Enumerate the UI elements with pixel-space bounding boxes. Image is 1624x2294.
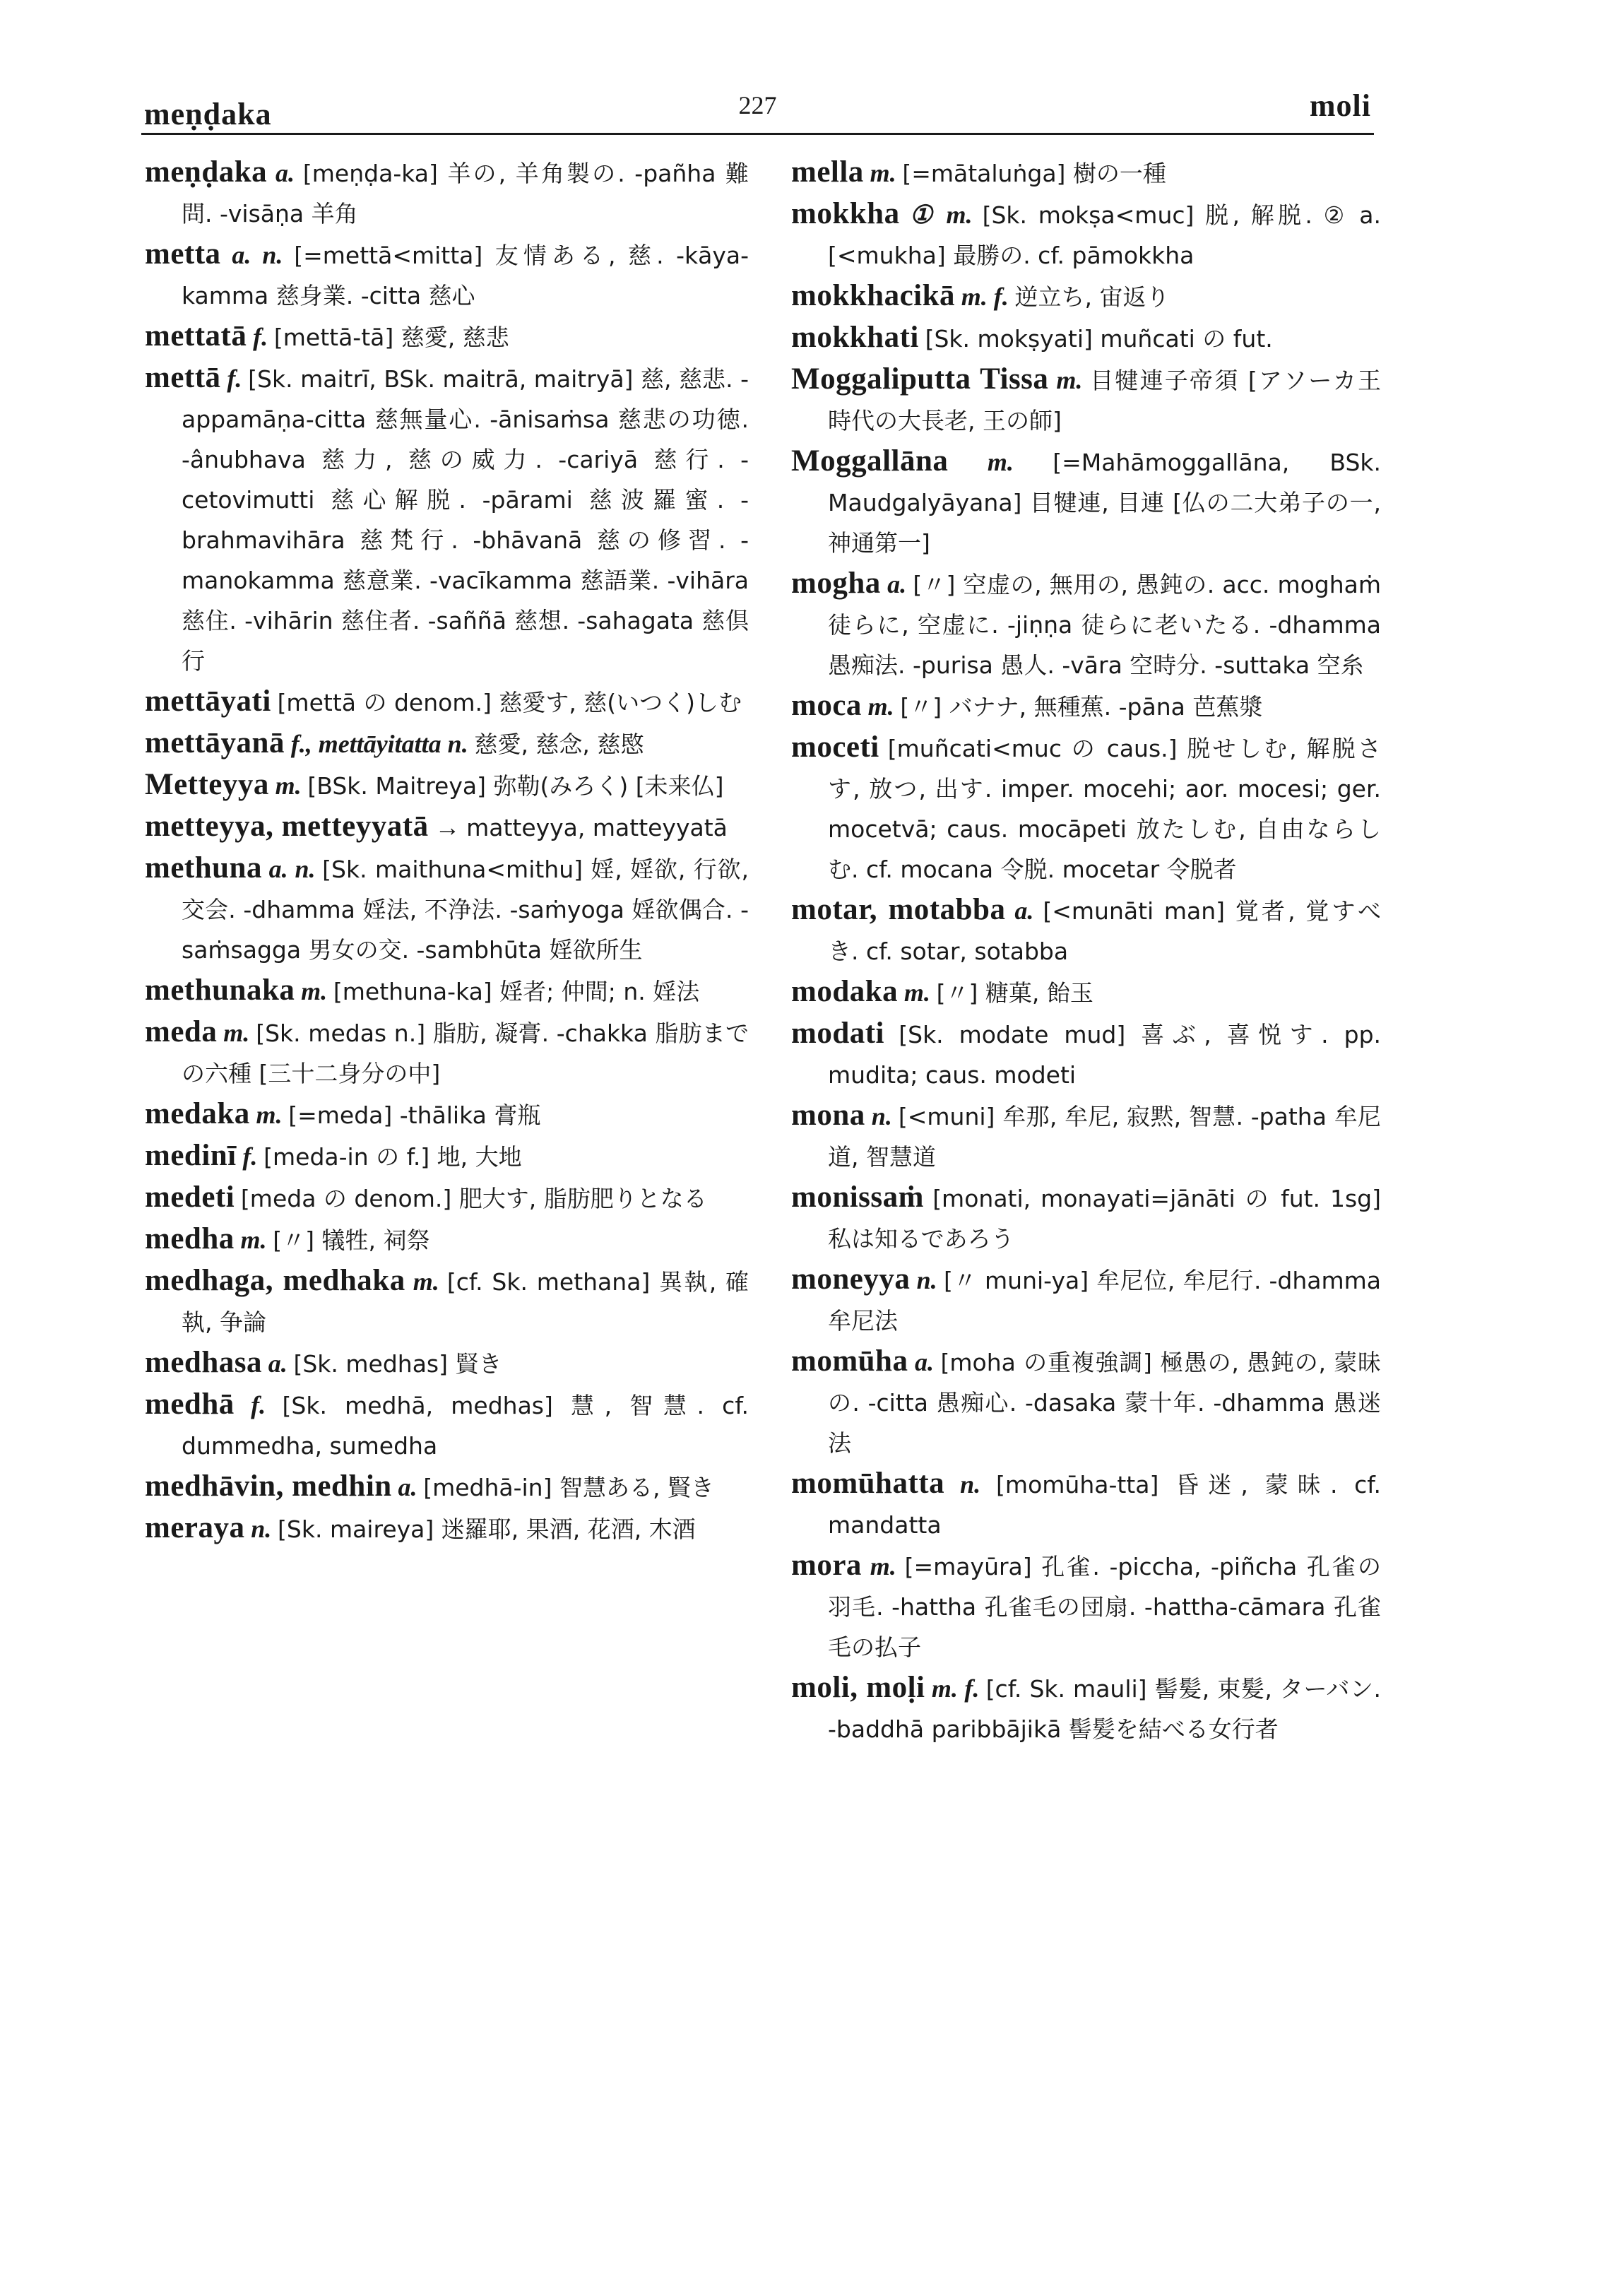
- headword: moceti: [791, 731, 879, 764]
- left-column: [145, 152, 749, 1549]
- dictionary-entry: [145, 681, 749, 723]
- dictionary-entry: [791, 1095, 1381, 1177]
- grammar-label: n.: [960, 1470, 981, 1498]
- dictionary-entry: [791, 1013, 1381, 1095]
- dictionary-entry: [145, 1384, 749, 1466]
- definition: [=mayūra] 孔雀. -piccha, -piñcha 孔雀の羽毛. -hattha 孔雀毛の団扇. -hattha-cāmara 孔雀毛の払子: [828, 1553, 1382, 1661]
- dictionary-entry: [791, 359, 1381, 441]
- grammar-label: a. n.: [232, 241, 283, 269]
- dictionary-entry: [791, 685, 1381, 727]
- dictionary-entry: [791, 889, 1381, 971]
- grammar-label: m.: [301, 977, 328, 1005]
- definition: [meda-in の f.] 地, 大地: [263, 1143, 522, 1171]
- headword: mona: [791, 1099, 865, 1132]
- headword: monissaṁ: [791, 1181, 924, 1214]
- grammar-label: m.: [223, 1019, 250, 1047]
- headword: Metteyya: [145, 768, 269, 801]
- headword: momūha: [791, 1344, 908, 1378]
- grammar-label: m.: [413, 1267, 439, 1296]
- headword: medha: [145, 1222, 235, 1255]
- headword: mettāyati: [145, 685, 271, 718]
- running-head-left: meṇḍaka: [144, 97, 272, 131]
- headword: medhā: [145, 1388, 235, 1421]
- headword: mettāyanā: [145, 726, 285, 759]
- definition: [mettā-tā] 慈愛, 慈悲: [273, 324, 509, 351]
- dictionary-entry: [145, 848, 749, 970]
- grammar-label: a.: [275, 159, 295, 187]
- dictionary-entry: [145, 1012, 749, 1094]
- right-column: [791, 152, 1381, 1749]
- headword: moli, moḷi: [791, 1671, 925, 1704]
- dictionary-entry: [791, 1177, 1381, 1259]
- grammar-label: m. f.: [961, 283, 1009, 311]
- dictionary-entry: [145, 970, 749, 1012]
- headword: moca: [791, 689, 862, 722]
- headword: medaka: [145, 1097, 250, 1130]
- dictionary-entry: [791, 1463, 1381, 1545]
- grammar-label: f.: [253, 323, 268, 351]
- grammar-label: m.: [870, 1552, 896, 1580]
- definition: matteyya, matteyyatā: [466, 814, 728, 841]
- grammar-label: a.: [268, 1349, 288, 1378]
- headword: mokkhacikā: [791, 279, 956, 312]
- headword: methunaka: [145, 974, 295, 1007]
- grammar-label: m.: [903, 979, 930, 1007]
- dictionary-entry: [145, 1466, 749, 1508]
- definition: 慈愛, 慈念, 慈愍: [474, 731, 644, 758]
- grammar-label: f.: [242, 1142, 258, 1171]
- dictionary-entry: [145, 806, 749, 848]
- headword: Moggallāna: [791, 444, 949, 478]
- grammar-label: m.: [240, 1226, 267, 1254]
- definition: [Sk. mokṣa<muc] 脱, 解脱. ② a. [<mukha] 最勝の. cf. pāmokkha: [828, 201, 1382, 269]
- grammar-label: a.: [887, 570, 907, 598]
- dictionary-entry: [145, 152, 749, 234]
- grammar-label: m.: [275, 771, 302, 800]
- definition: [BSk. Maitreya] 弥勒(みろく) [未来仏]: [307, 772, 724, 800]
- grammar-label: m.: [256, 1101, 283, 1129]
- headword: modaka: [791, 975, 899, 1008]
- dictionary-entry: [791, 563, 1381, 685]
- definition: [cf. Sk. mauli] 髻髪, 束髪, ターバン. -baddhā paribbājikā 髻髪を結べる女行者: [828, 1675, 1381, 1743]
- dictionary-entry: [791, 971, 1381, 1013]
- dictionary-entry: [791, 317, 1381, 359]
- grammar-label: m.: [870, 159, 896, 187]
- headword: medhāvin, medhin: [145, 1470, 392, 1503]
- definition: [momūha-tta] 昏迷, 蒙昧. cf. mandatta: [828, 1471, 1382, 1539]
- definition: [〃 muni-ya] 牟尼位, 牟尼行. -dhamma 牟尼法: [828, 1267, 1382, 1335]
- definition: [Sk. modate mud] 喜ぶ, 喜悦す. pp. mudita; caus. modeti: [828, 1021, 1382, 1089]
- running-head-right: moli: [1309, 88, 1371, 123]
- dictionary-entry: [791, 1259, 1381, 1341]
- headword: mettā: [145, 361, 221, 394]
- definition: [<muni] 牟那, 牟尼, 寂黙, 智慧. -patha 牟尼道, 智慧道: [828, 1103, 1382, 1171]
- grammar-label: a.: [915, 1348, 934, 1376]
- grammar-label: a.: [1014, 897, 1034, 925]
- dictionary-entry: [145, 723, 749, 764]
- headword: momūhatta: [791, 1467, 945, 1500]
- headword: mora: [791, 1549, 862, 1582]
- grammar-label: ① m.: [909, 201, 973, 229]
- headword: mogha: [791, 567, 881, 600]
- page-number: 227: [738, 91, 777, 119]
- definition: [=mātaluṅga] 樹の一種: [902, 160, 1166, 187]
- headword: mella: [791, 155, 864, 189]
- definition: [〃] バナナ, 無種蕉. -pāna 芭蕉漿: [900, 693, 1263, 721]
- headword: mokkha: [791, 197, 900, 230]
- headword: medhasa: [145, 1346, 262, 1379]
- dictionary-entry: [145, 1260, 749, 1342]
- dictionary-entry: [145, 1342, 749, 1384]
- dictionary-entry: [791, 441, 1381, 563]
- definition: [〃] 空虚の, 無用の, 愚鈍の. acc. moghaṁ 徒らに, 空虚に. -jiṇṇa 徒らに老いたる. -dhamma 愚痴法. -purisa 愚人. -vāra 空時分. -suttaka 空糸: [828, 571, 1382, 679]
- headword: mettatā: [145, 319, 247, 353]
- dictionary-entry: [145, 357, 749, 681]
- definition: [medhā-in] 智慧ある, 賢き: [423, 1474, 714, 1501]
- dictionary-entry: [145, 764, 749, 806]
- grammar-label: a.: [398, 1473, 417, 1501]
- headword: medeti: [145, 1181, 235, 1214]
- definition: [Sk. medhā, medhas] 慧, 智慧. cf. dummedha, sumedha: [182, 1392, 749, 1460]
- grammar-label: m.: [867, 692, 894, 721]
- grammar-label: f., mettāyitatta n.: [290, 730, 468, 758]
- definition: [meṇḍa-ka] 羊の, 羊角製の. -pañha 難問. -visāṇa 羊角: [182, 160, 749, 227]
- dictionary-entry: [791, 276, 1381, 317]
- headword: Moggaliputta Tissa: [791, 362, 1049, 396]
- definition: [Sk. maitrī, BSk. maitrā, maitryā] 慈, 慈悲. -appamāṇa-citta 慈無量心. -ānisaṁsa 慈悲の功徳. -ânubhava 慈力, 慈の威力. -cariyā 慈行. -cetovimutti 慈心解脱. -pārami 慈波羅蜜. -brahmavihāra 慈梵行. -bhāvanā 慈の修習. -manokamma 慈意業. -vacīkamma 慈語業. -vihāra 慈住. -vihārin 慈住者. -saññā 慈想. -sahagata 慈倶行: [182, 365, 749, 675]
- dictionary-entry: [791, 194, 1381, 276]
- dictionary-entry: [791, 1545, 1381, 1667]
- headword: modati: [791, 1017, 884, 1050]
- running-head: [141, 83, 1374, 136]
- dictionary-entry: [145, 234, 749, 316]
- grammar-label: f.: [227, 365, 242, 393]
- definition: [<munāti man] 覚者, 覚すべき. cf. sotar, sotabba: [828, 897, 1382, 965]
- definition: [Sk. medhas] 賢き: [293, 1350, 502, 1378]
- headword: moneyya: [791, 1263, 911, 1296]
- dictionary-entry: [791, 1341, 1381, 1463]
- headword: meda: [145, 1015, 218, 1048]
- definition: [methuna-ka] 婬者; 仲間; n. 婬法: [333, 978, 700, 1005]
- grammar-label: f.: [251, 1391, 266, 1419]
- headword: methuna: [145, 851, 262, 885]
- definition: [monati, monayati=jānāti の fut. 1sg] 私は知るであろう: [828, 1185, 1381, 1253]
- headword: medhaga, medhaka: [145, 1264, 405, 1297]
- dictionary-entry: [145, 316, 749, 357]
- grammar-label: m.: [1056, 366, 1083, 394]
- definition: [meda の denom.] 肥大す, 脂肪肥りとなる: [240, 1185, 707, 1212]
- dictionary-entry: [145, 1219, 749, 1260]
- definition: 目犍連子帝須 [アソーカ王時代の大長老, 王の師]: [828, 367, 1381, 434]
- grammar-label: m. f.: [931, 1674, 980, 1703]
- grammar-label: n.: [916, 1266, 937, 1294]
- definition: [=mettā<mitta] 友情ある, 慈. -kāya-kamma 慈身業. -citta 慈心: [182, 242, 749, 309]
- headword: motar, motabba: [791, 893, 1006, 926]
- dictionary-entry: [145, 1135, 749, 1177]
- grammar-label: n.: [251, 1515, 272, 1543]
- dictionary-entry: [145, 1094, 749, 1135]
- definition: [muñcati<muc の caus.] 脱せしむ, 解脱さす, 放つ, 出す. imper. mocehi; aor. mocesi; ger. mocetvā; caus. mocāpeti 放たしむ, 自由ならしむ. cf. mocana 令脱. mocetar 令脱者: [828, 735, 1382, 883]
- dictionary-entry: [791, 727, 1381, 889]
- dictionary-entry: [791, 1667, 1381, 1749]
- headword: mokkhati: [791, 321, 919, 354]
- headword: medinī: [145, 1139, 237, 1172]
- definition: [〃] 犠牲, 祠祭: [273, 1226, 430, 1254]
- definition: [=meda] -thālika 膏瓶: [288, 1101, 541, 1129]
- definition: 逆立ち, 宙返り: [1014, 283, 1170, 311]
- definition: [〃] 糖菓, 飴玉: [936, 979, 1093, 1007]
- definition: [mettā の denom.] 慈愛す, 慈(いつく)しむ: [277, 689, 742, 716]
- headword: meṇḍaka: [145, 155, 268, 189]
- dictionary-entry: [145, 1177, 749, 1219]
- headword: meraya: [145, 1511, 245, 1544]
- grammar-label: n.: [871, 1102, 892, 1130]
- headword: metteyya, metteyyatā: [145, 810, 429, 843]
- grammar-label: a. n.: [268, 855, 316, 883]
- dictionary-entry: [145, 1508, 749, 1549]
- definition: [Sk. maithuna<mithu] 婬, 婬欲, 行欲, 交会. -dhamma 婬法, 不浄法. -saṁyoga 婬欲偶合. -saṁsagga 男女の交. -sambhūta 婬欲所生: [182, 856, 749, 964]
- definition: [Sk. medas n.] 脂肪, 凝膏. -chakka 脂肪までの六種 [三十二身分の中]: [182, 1019, 749, 1087]
- definition: [moha の重複強調] 極愚の, 愚鈍の, 蒙昧の. -citta 愚痴心. -dasaka 蒙十年. -dhamma 愚迷法: [828, 1349, 1382, 1457]
- grammar-label: m.: [987, 448, 1014, 476]
- grammar-label: →: [434, 813, 461, 841]
- definition: [=Mahāmoggallāna, BSk. Maudgalyāyana] 目犍連, 目連 [仏の二大弟子の一, 神通第一]: [828, 449, 1382, 557]
- definition: [cf. Sk. methana] 異執, 確執, 争論: [182, 1268, 749, 1336]
- definition: [Sk. maireya] 迷羅耶, 果酒, 花酒, 木酒: [278, 1515, 696, 1543]
- headword: metta: [145, 237, 221, 271]
- dictionary-entry: [791, 152, 1381, 194]
- header-rule: [141, 133, 1374, 135]
- definition: [Sk. mokṣyati] muñcati の fut.: [925, 325, 1273, 353]
